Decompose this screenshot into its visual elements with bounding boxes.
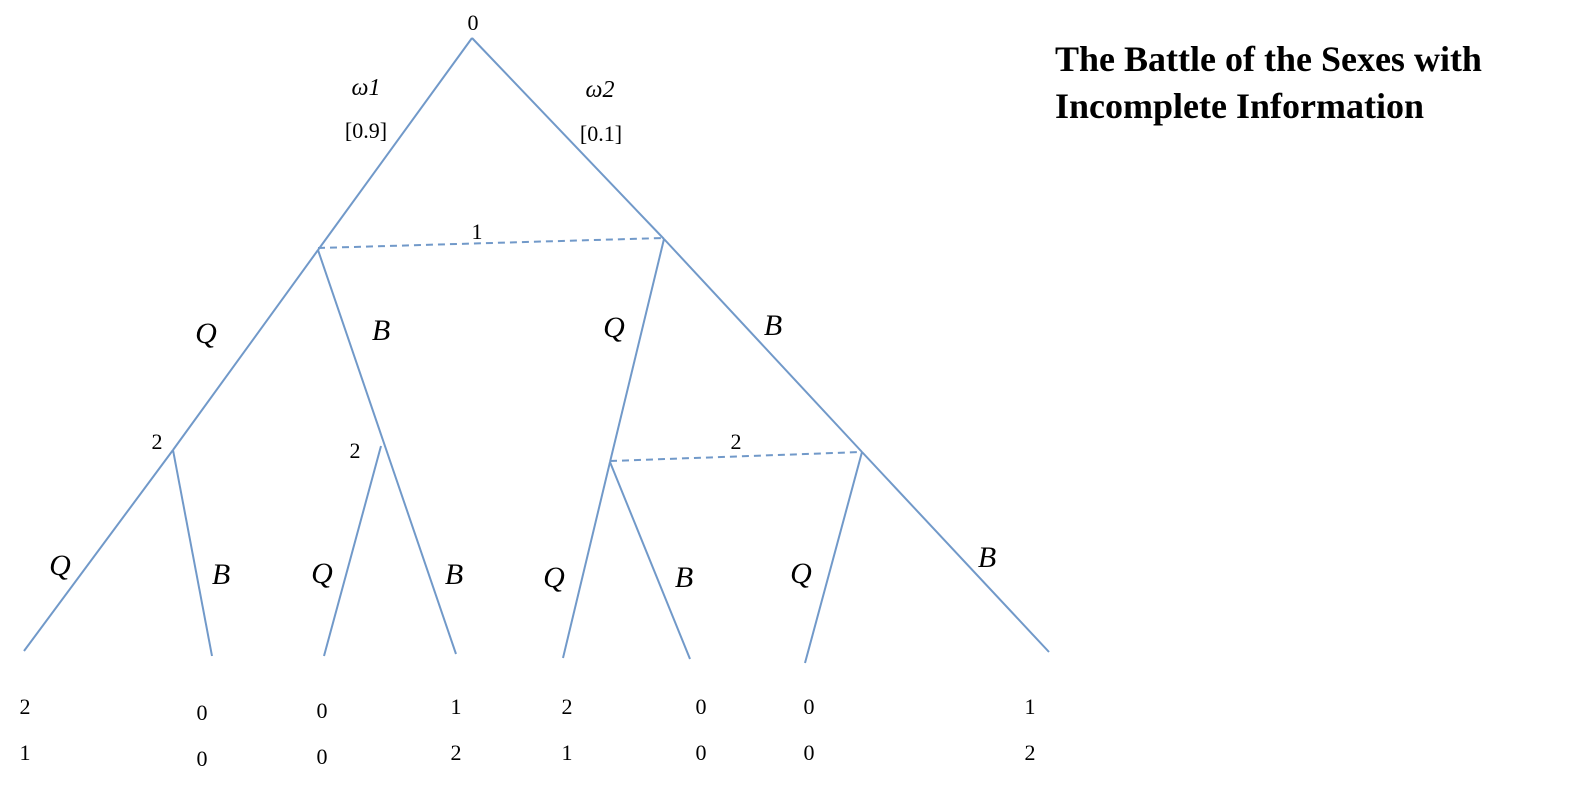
- player2-node-label: 2: [151, 429, 163, 454]
- action-label: B: [371, 314, 391, 347]
- nature-state-label: ω1: [351, 75, 381, 101]
- action-label: Q: [603, 311, 625, 344]
- branch-w2-Q: [610, 239, 664, 462]
- title-line-1: The Battle of the Sexes with: [1055, 39, 1482, 79]
- branch-w1-B: [318, 250, 456, 654]
- nature-state-label: ω2: [585, 77, 615, 103]
- player2-node-label: 2: [349, 438, 361, 463]
- nature-prob-label: [0.9]: [344, 118, 388, 143]
- payoff-p1: 2: [561, 694, 573, 719]
- branch-leaf-1: [24, 450, 173, 651]
- action-label: Q: [311, 557, 333, 590]
- payoff-p1: 0: [196, 700, 208, 725]
- payoff-p2: 2: [1024, 740, 1036, 765]
- action-label: Q: [543, 561, 565, 594]
- payoff-p1: 1: [450, 694, 462, 719]
- payoff-p2: 0: [695, 740, 707, 765]
- action-label: B: [444, 558, 464, 591]
- tree-branches: [24, 38, 1049, 663]
- diagram-title: [1055, 36, 1575, 130]
- payoff-p2: 0: [196, 746, 208, 771]
- branch-leaf-2: [173, 450, 212, 656]
- action-label: Q: [195, 317, 217, 350]
- payoff-p2: 0: [803, 740, 815, 765]
- info-set-player1-label: 1: [471, 219, 483, 244]
- info-set-player2-label: 2: [730, 429, 742, 454]
- branch-leaf-7: [805, 452, 862, 663]
- action-label: B: [211, 558, 231, 591]
- info-set-player1: [318, 238, 664, 248]
- action-label: Q: [790, 557, 812, 590]
- branch-leaf-5: [563, 462, 610, 658]
- action-label: B: [763, 309, 783, 342]
- branch-leaf-8: [862, 452, 1049, 652]
- payoff-p2: 2: [450, 740, 462, 765]
- title-line-2: Incomplete Information: [1055, 86, 1424, 126]
- nature-prob-label: [0.1]: [579, 121, 623, 146]
- branch-omega1: [318, 38, 472, 250]
- branch-w1-Q: [173, 250, 318, 450]
- payoff-p1: 1: [1024, 694, 1036, 719]
- payoff-p2: 1: [19, 740, 31, 765]
- payoff-p1: 2: [19, 694, 31, 719]
- payoff-p1: 0: [316, 698, 328, 723]
- payoff-p2: 0: [316, 744, 328, 769]
- action-label: Q: [49, 549, 71, 582]
- branch-leaf-3: [324, 446, 381, 656]
- payoff-p2: 1: [561, 740, 573, 765]
- root-label: 0: [467, 10, 479, 35]
- payoff-p1: 0: [803, 694, 815, 719]
- branch-w2-B: [664, 239, 862, 452]
- branch-omega2: [472, 38, 664, 239]
- payoff-p1: 0: [695, 694, 707, 719]
- action-label: B: [977, 541, 997, 574]
- action-label: B: [674, 561, 694, 594]
